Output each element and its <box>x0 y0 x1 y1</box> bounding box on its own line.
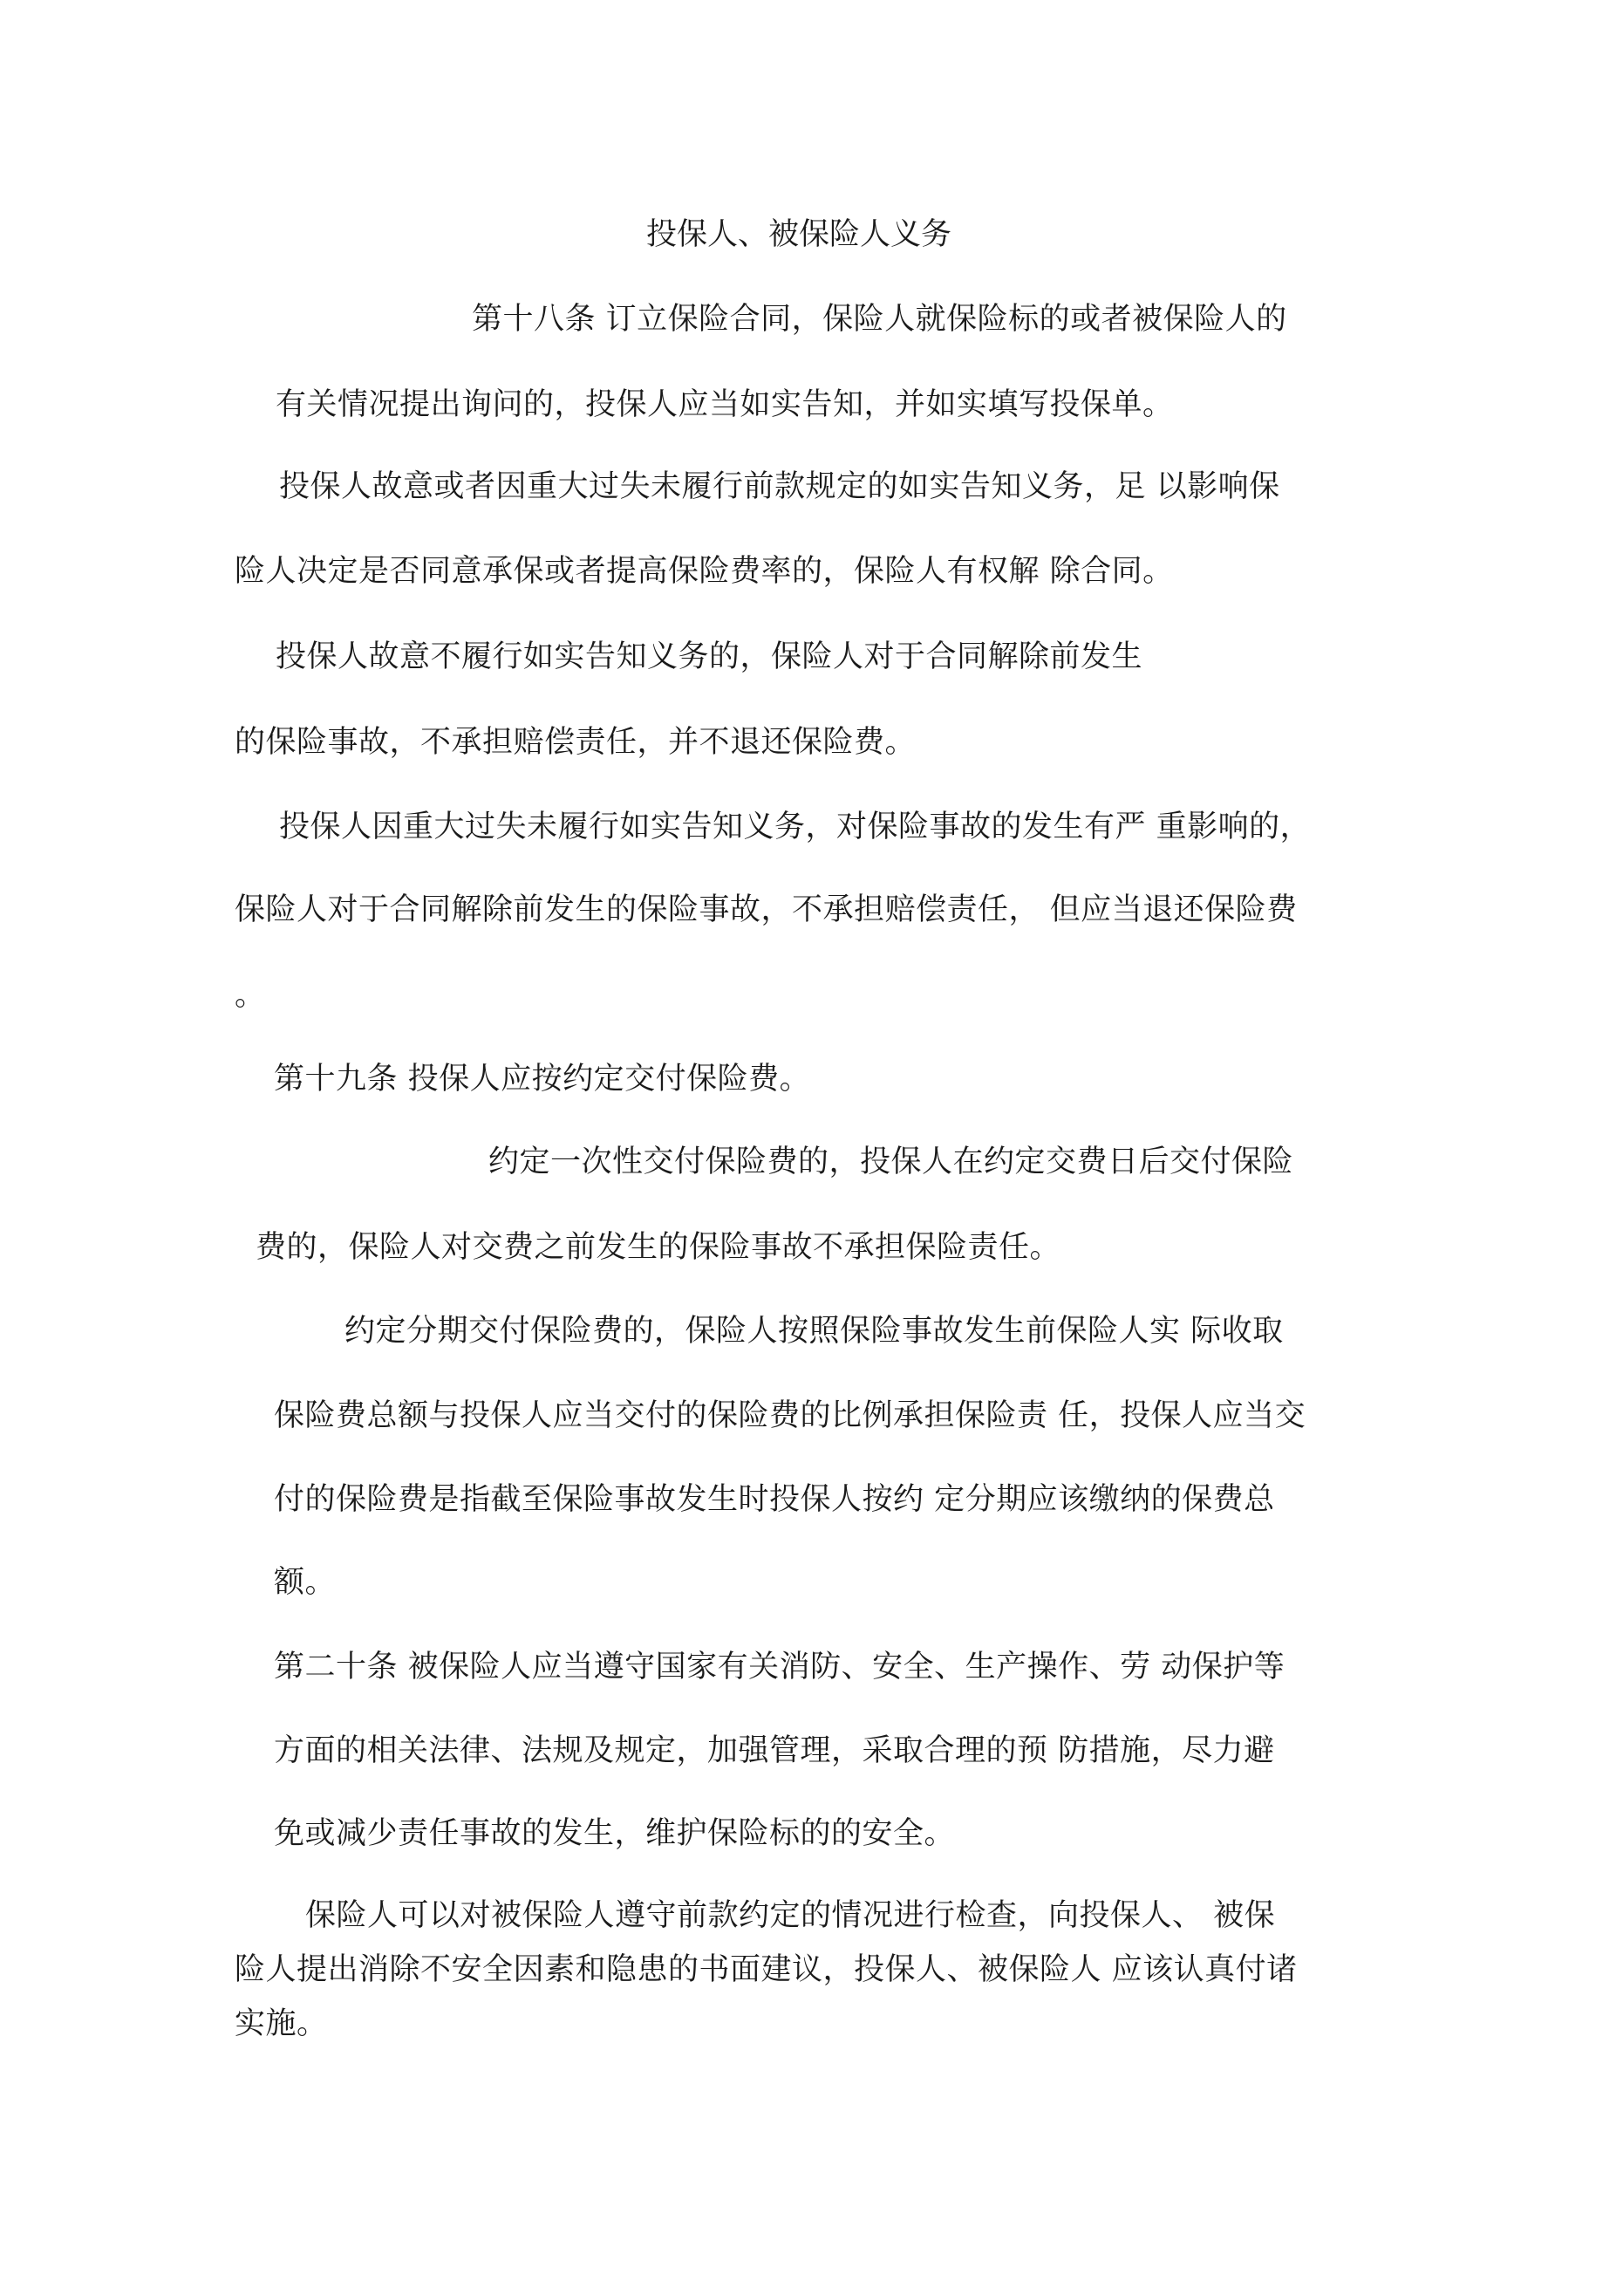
text-line: 免或减少责任事故的发生，维护保险标的的安全。 <box>274 1816 956 1851</box>
text-line: 第十八条 订立保险合同，保险人就保险标的或者被保险人的 <box>472 302 1287 337</box>
text-line: 实施。 <box>235 2006 328 2041</box>
text-line: 第二十条 被保险人应当遵守国家有关消防、安全、生产操作、劳 动保护等 <box>274 1650 1285 1684</box>
text-line: 。 <box>235 978 266 1013</box>
text-line: 费的，保险人对交费之前发生的保险事故不承担保险责任。 <box>256 1230 1061 1265</box>
text-line: 方面的相关法律、法规及规定，加强管理，采取合理的预 防措施，尽力避 <box>274 1733 1275 1768</box>
text-line: 投保人故意不履行如实告知义务的，保险人对于合同解除前发生 <box>276 639 1143 674</box>
text-line: 付的保险费是指截至保险事故发生时投保人按约 定分期应该缴纳的保费总 <box>274 1482 1275 1517</box>
text-line: 投保人故意或者因重大过失未履行前款规定的如实告知义务，足 以影响保 <box>279 469 1280 504</box>
text-line: 保险人对于合同解除前发生的保险事故，不承担赔偿责任， 但应当退还保险费 <box>235 892 1298 927</box>
text-line: 险人提出消除不安全因素和隐患的书面建议，投保人、被保险人 应该认真付诸 <box>235 1952 1298 1987</box>
text-line: 保险人可以对被保险人遵守前款约定的情况进行检查，向投保人、 被保 <box>305 1898 1276 1933</box>
text-line: 险人决定是否同意承保或者提高保险费率的，保险人有权解 除合同。 <box>235 554 1174 589</box>
text-line: 第十九条 投保人应按约定交付保险费。 <box>274 1062 811 1097</box>
text-line: 保险费总额与投保人应当交付的保险费的比例承担保险责 任，投保人应当交 <box>274 1398 1306 1433</box>
text-line: 有关情况提出询问的，投保人应当如实告知，并如实填写投保单。 <box>276 387 1174 422</box>
document-title: 投保人、被保险人义务 <box>646 217 952 252</box>
text-line: 约定分期交付保险费的，保险人按照保险事故发生前保险人实 际收取 <box>344 1314 1284 1349</box>
text-line: 投保人因重大过失未履行如实告知义务，对保险事故的发生有严 重影响的， <box>279 810 1312 844</box>
text-line: 额。 <box>274 1565 337 1600</box>
text-line: 的保险事故，不承担赔偿责任，并不退还保险费。 <box>235 725 917 760</box>
text-line: 约定一次性交付保险费的，投保人在约定交费日后交付保险 <box>488 1145 1294 1179</box>
